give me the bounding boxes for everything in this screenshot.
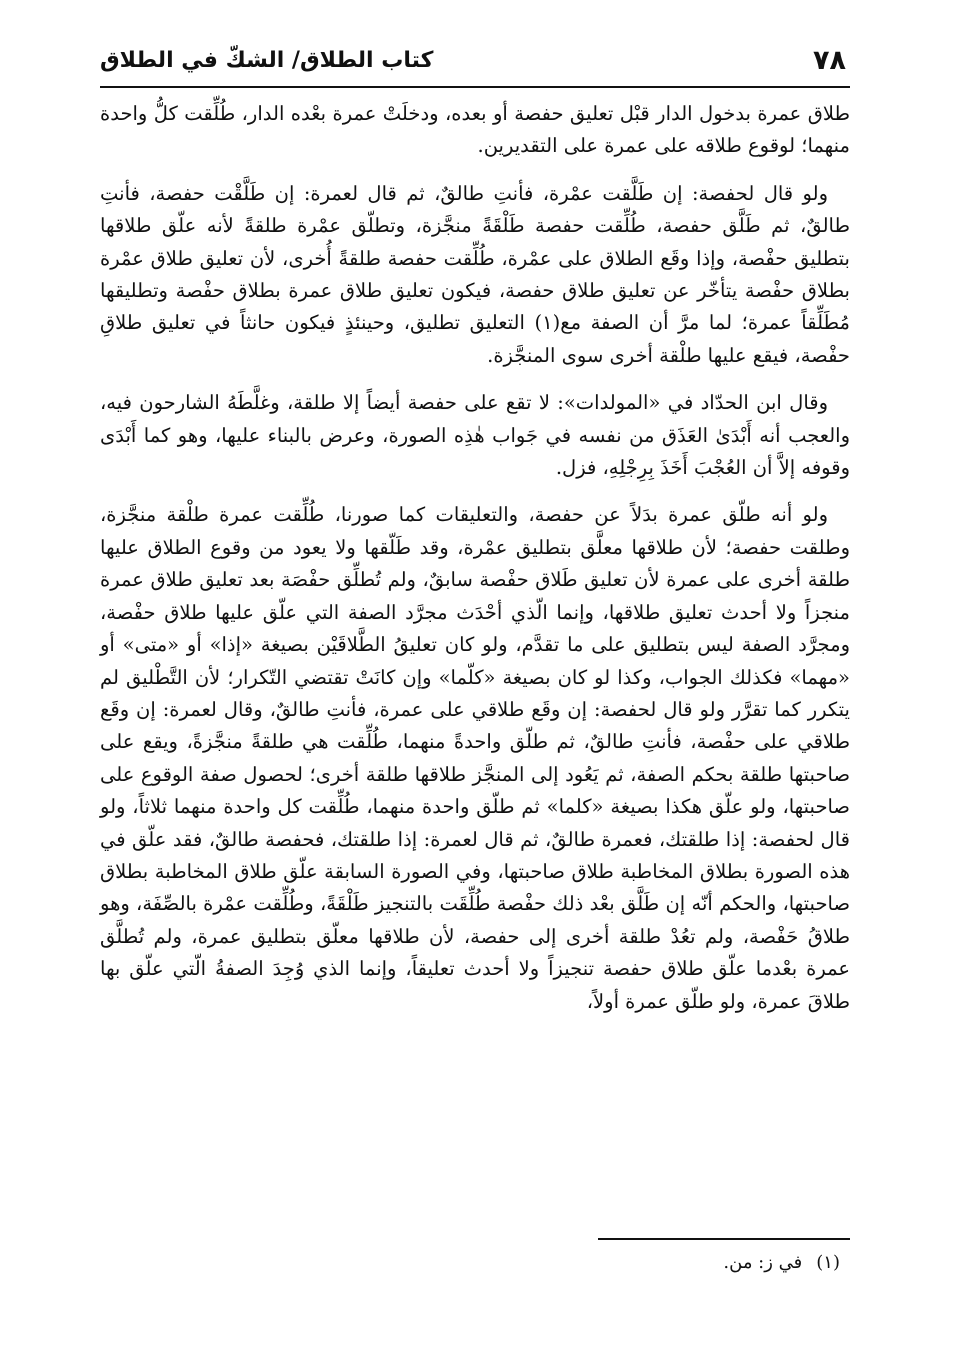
paragraph: ولو أنه طلّق عمرة بدَلاً عن حفصة، والتعليقات كما صورنا، طُلِّقت عمرة طلْقة منجَّزة، وطلقت حفصة؛ لأن طلاقها معلَّق بتطليق عمْرة، وقد طَلّقها ولا يعود من وقوع الطلاق عليها طلقة أخرى على عمرة لأن تعليق طَلاق حفْصة سابقٌ، ولم تُطلِّق حفْصَة بعد تعليق طلاق عمرة منجزاً ولا أحدث تعليق طلاقها، وإنما الّذي أحْدَث مجرَّد الصفة التي علّق عليها طلاق حفْصة، ومجرَّد الصفة ليس بتطليق على ما تقدَّم، ولو كان تعليقُ الطَّلاقَيْن بصيغة «إذا» أو «متى» أو «مهما» فكذلك الجواب، وكذا لو كان بصيغة «كلّما» وإن كانَتْ تقتضي التّكرار؛ لأن التَّطْليق لم يتكرر كما تقرَّر ولو قال لحفصة: إن وقَع طلاقي على عمرة، فأنتِ طالقٌ، وقال لعمرة: إن وقَع طلاقي على حفْصة، فأنتِ طالقٌ، ثم طلّق واحدةً منهما، طُلِّقت هي طلقةً منجَّزةً، ويقع على صاحبتها طلقة بحكم الصفة، ثم يَعُود إلى المنجَّز طلاقها طلقة أخرى؛ لحصول صفة الوقوع على صاحبتها، ولو علّق هكذا بصيغة «كلما» ثم طلّق واحدة منهما، طُلِّقت كل واحدة منهما ثلاثاً، ولو قال لحفصة: إذا طلقتك، فعمرة طالقٌ، ثم قال لعمرة: إذا طلقتك، فحفصة طالقٌ، فقد علّق في هذه الصورة بطلاق المخاطبة طلاق صاحبتها، وفي الصورة السابقة علّق طلاق المخاطبة بطلاق صاحبتها، والحكم أنّه إن طَلَّق بعْد ذلك حفْصة طُلِّقَت بالتنجيز طَلْقَةً، وطُلِّقت عمْرة بالصِّفَة، وهو طلاقُ حَفْصة، ولم تعُدْ طلقة أخرى إلى حفصة، لأن طلاقها معلّق بتطليق عمرة، ولم تُطلَّق عمرة بعْدما علّق طلاق حفصة تنجيزاً ولا أحدث تعليقاً، وإنما الذي وُجِدَ الصفةُ الّتي علّق بها طلاقَ عمرة، ولو طلّق عمرة أولاً، xyxy=(100,503,850,1013)
paragraph: ولو قال لحفصة: إن طَلَّقت عمْرة، فأنتِ طالقٌ، ثم قال لعمرة: إن طَلَّقْت حفصة، فأنتِ طالقٌ، ثم طَلَّق حفصة، طُلِّقت حفصة طَلْقَةً منجَّزة، وتطلّق عمْرة طلقةً لأنه علّق طلاقها بتطليق حفْصة، وإذا وقَع الطلاق على عمْرة، طُلِّقت حفصة طلقةً أُخرى، لأن تعليق طلاق عمْرة بطلاق حفْصة يتأخّر عن تعليق طلاق حفصة، فيكون تعليق طلاق عمرة بطلاق حفْصة وتطليقها مُطَلِّقاً عمرة؛ لما مرَّ أن الصفة مع(١) التعليق تطليق، وحينئذٍ فيكون حانثاً في تعليق طلاقِ حفْصة، فيقع عليها طلْقة أخرى سوى المنجَّزة. xyxy=(100,181,850,367)
paragraph: وقال ابن الحدّاد في «المولدات»: لا تقع على حفصة أيضاً إلا طلقة، وغلَّطَهُ الشارحون فيه، والعجب أنه أَبْدَىٰ العَذَق من نفسه في جَواب هٰذِه الصورة، وعرض بالبناء عليها، وهو كما أَبْدَى وقوفه إلاَّ أن العُجْبَ أَخَذَ بِرِجْلِهِ، فزل. xyxy=(100,391,850,480)
header-divider xyxy=(100,86,850,88)
page-header xyxy=(100,38,848,82)
footnote-text: في ز: من. xyxy=(723,1252,803,1273)
main-text xyxy=(100,98,850,1033)
footnote xyxy=(723,1252,840,1273)
running-title: كتاب الطلاق/ الشكّ في الطلاق xyxy=(100,47,434,73)
page-number: ٧٨ xyxy=(813,44,846,76)
footnote-number: (١) xyxy=(816,1252,840,1273)
paragraph: طلاق عمرة بدخول الدار قبْل تعليق حفصة أو بعده، ودخلَتْ عمرة بعْده الدار، طُلِّقت كلُّ واحدة منهما؛ لوقوع طلاقه على عمرة على التقديرين. xyxy=(100,102,850,158)
footnote-divider xyxy=(598,1238,850,1240)
